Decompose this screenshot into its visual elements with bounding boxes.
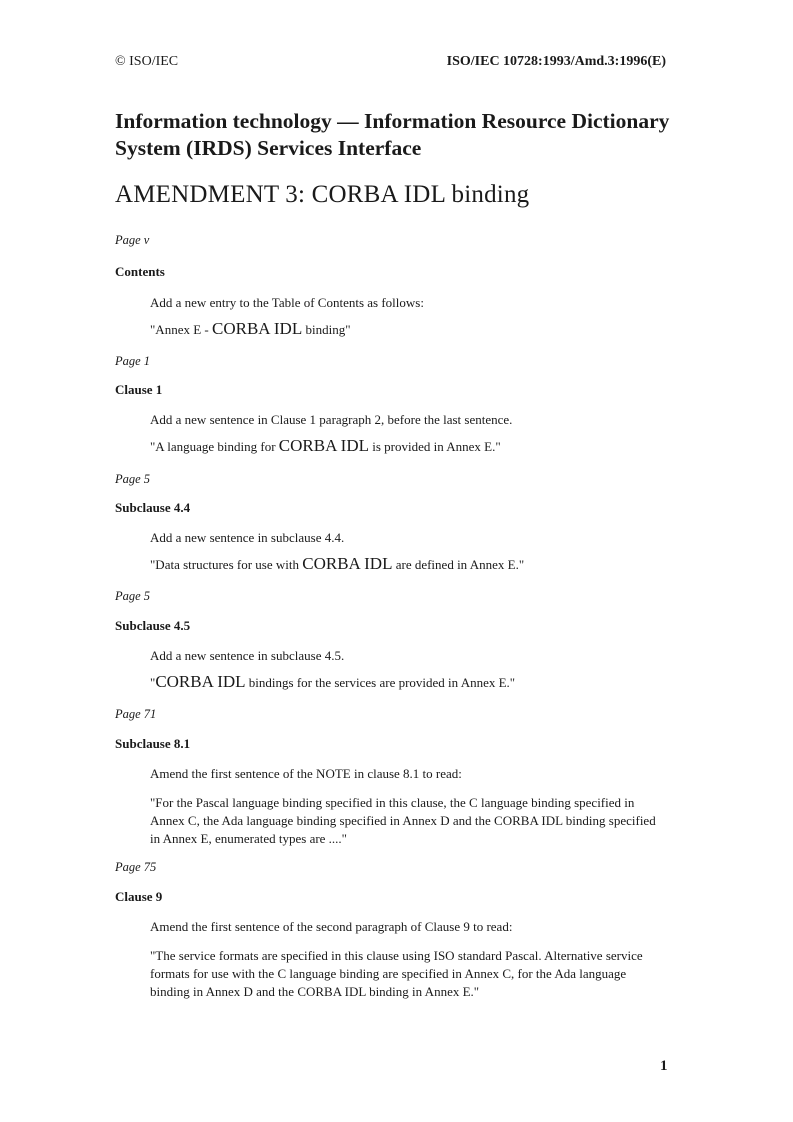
quote-contents [150, 320, 680, 339]
quote-text: are defined in Annex E." [392, 557, 525, 572]
quote-text: "Annex E - [150, 322, 212, 337]
quote-text: is provided in Annex E." [369, 439, 501, 454]
quote-text: bindings for the services are provided in Annex E." [245, 675, 516, 690]
page-ref-v: Page v [115, 233, 150, 247]
page-ref-5: Page 5 [115, 472, 151, 486]
instruction-subclause-4-5: Add a new sentence in subclause 4.5. [150, 648, 345, 663]
page-ref-71: Page 71 [115, 707, 157, 721]
page-ref-1: Page 1 [115, 354, 151, 368]
quote-line: "For the Pascal language binding specified in this clause, the C language binding specified in [150, 795, 635, 810]
page-ref-5b: Page 5 [115, 589, 151, 603]
section-heading-clause-1: Clause 1 [115, 382, 163, 397]
quote-clause-9 [150, 947, 680, 1001]
quote-text: "Data structures for use with [150, 557, 303, 572]
instruction-subclause-4-4: Add a new sentence in subclause 4.4. [150, 530, 345, 545]
quote-line: binding in Annex D and the CORBA IDL binding in Annex E." [150, 984, 480, 999]
document-title [115, 108, 695, 162]
quote-line: in Annex E, enumerated types are ...." [150, 831, 347, 846]
section-heading-subclause-8-1: Subclause 8.1 [115, 736, 191, 751]
section-heading-clause-9: Clause 9 [115, 889, 163, 904]
page-ref-75: Page 75 [115, 860, 157, 874]
quote-term: CORBA IDL [155, 672, 246, 691]
quote-text: binding" [302, 322, 351, 337]
quote-clause-1 [150, 437, 680, 456]
instruction-subclause-8-1: Amend the first sentence of the NOTE in clause 8.1 to read: [150, 766, 462, 781]
header-copyright: © ISO/IEC [115, 54, 179, 69]
quote-line: Annex C, the Ada language binding specified in Annex D and the CORBA IDL binding specified [150, 813, 656, 828]
section-heading-subclause-4-5: Subclause 4.5 [115, 618, 191, 633]
instruction-clause-1: Add a new sentence in Clause 1 paragraph 2, before the last sentence. [150, 412, 513, 427]
instruction-clause-9: Amend the first sentence of the second paragraph of Clause 9 to read: [150, 919, 513, 934]
title-line-2: System (IRDS) Services Interface [115, 136, 422, 160]
quote-subclause-8-1 [150, 794, 680, 848]
quote-text: "A language binding for [150, 439, 279, 454]
section-heading-subclause-4-4: Subclause 4.4 [115, 500, 191, 515]
quote-term: CORBA IDL [278, 436, 369, 455]
quote-text: " [150, 675, 156, 690]
quote-subclause-4-5 [150, 673, 680, 692]
amendment-title: AMENDMENT 3: CORBA IDL binding [115, 181, 530, 208]
quote-term: CORBA IDL [302, 554, 393, 573]
title-line-1: Information technology — Information Resource Dictionary [115, 109, 670, 133]
quote-line: "The service formats are specified in this clause using ISO standard Pascal. Alternative service [150, 948, 643, 963]
quote-subclause-4-4 [150, 555, 680, 574]
header-standard-id: ISO/IEC 10728:1993/Amd.3:1996(E) [446, 54, 666, 69]
instruction-contents: Add a new entry to the Table of Contents as follows: [150, 295, 424, 310]
section-heading-contents: Contents [115, 264, 165, 279]
quote-term: CORBA IDL [212, 319, 303, 338]
quote-line: formats for use with the C language binding are specified in Annex C, for the Ada language [150, 966, 627, 981]
page-number: 1 [660, 1058, 668, 1074]
